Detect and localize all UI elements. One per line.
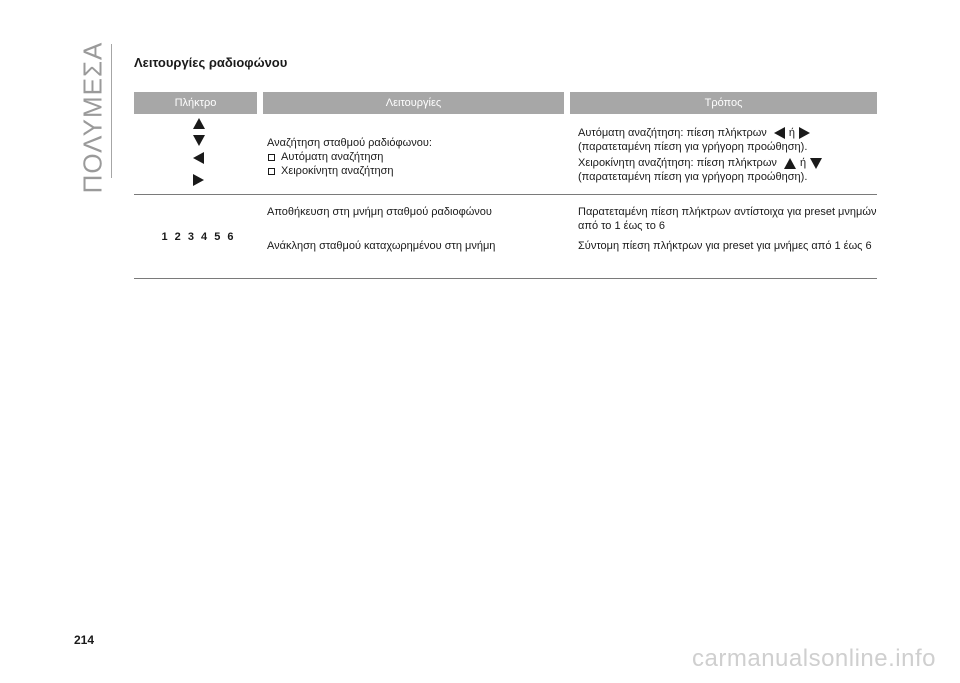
- table-header: [134, 92, 877, 114]
- mode-recall: Σύντομη πίεση πλήκτρων για preset για μνήμες από 1 έως 6: [578, 240, 872, 252]
- section-title: Λειτουργίες ραδιοφώνου: [134, 55, 288, 70]
- page-number: 214: [74, 633, 95, 647]
- watermark: carmanualsonline.info: [692, 645, 936, 672]
- header-functions: Λειτουργίες: [263, 92, 564, 114]
- list-item: [267, 164, 570, 178]
- right-arrow-icon: [193, 174, 204, 186]
- down-arrow-icon: [810, 158, 822, 169]
- functions-cell: [263, 114, 570, 194]
- radio-functions-table: [134, 92, 877, 279]
- header-mode: Τρόπος: [570, 92, 877, 114]
- function-store: Αποθήκευση στη μνήμη σταθμού ραδιοφώνου: [267, 206, 492, 218]
- left-arrow-icon: [193, 152, 204, 164]
- left-arrow-icon: [774, 127, 785, 139]
- mode-line: [578, 126, 877, 140]
- down-arrow-icon: [193, 135, 205, 146]
- checkbox-bullet-icon: [268, 154, 275, 161]
- side-tab: [77, 41, 108, 193]
- mode-cell: [570, 114, 877, 194]
- function-title: Αναζήτηση σταθμού ραδιόφωνου:: [267, 137, 432, 149]
- keys-cell: [134, 114, 263, 194]
- or-text: ή: [799, 157, 807, 169]
- mode-cell: [570, 195, 877, 278]
- function-recall: Ανάκληση σταθμού καταχωρημένου στη μνήμη: [267, 240, 496, 252]
- function-item-auto: Αυτόματη αναζήτηση: [281, 151, 384, 163]
- table-row: [134, 114, 877, 195]
- mode-note: (παρατεταμένη πίεση για γρήγορη προώθηση).: [578, 171, 808, 183]
- mode-auto-text: Αυτόματη αναζήτηση: πίεση πλήκτρων: [578, 127, 767, 139]
- function-item-manual: Χειροκίνητη αναζήτηση: [281, 165, 394, 177]
- side-divider: [111, 44, 112, 178]
- functions-cell: [263, 195, 570, 278]
- mode-note: (παρατεταμένη πίεση για γρήγορη προώθηση).: [578, 141, 808, 153]
- table-row: [134, 195, 877, 279]
- up-arrow-icon: [193, 118, 205, 129]
- keys-cell: [134, 195, 263, 278]
- or-text: ή: [788, 127, 795, 139]
- checkbox-bullet-icon: [268, 168, 275, 175]
- preset-keys: 1 2 3 4 5 6: [161, 230, 236, 243]
- mode-line: [578, 156, 877, 170]
- up-arrow-icon: [784, 158, 796, 169]
- mode-manual-text: Χειροκίνητη αναζήτηση: πίεση πλήκτρων: [578, 157, 777, 169]
- list-item: [267, 150, 570, 164]
- side-tab-label: ΠΟΛΥΜΕΣΑ: [77, 41, 108, 193]
- right-arrow-icon: [799, 127, 810, 139]
- mode-store: Παρατεταμένη πίεση πλήκτρων αντίστοιχα για preset μνημών από το 1 έως το 6: [578, 206, 877, 232]
- header-key: Πλήκτρο: [134, 92, 257, 114]
